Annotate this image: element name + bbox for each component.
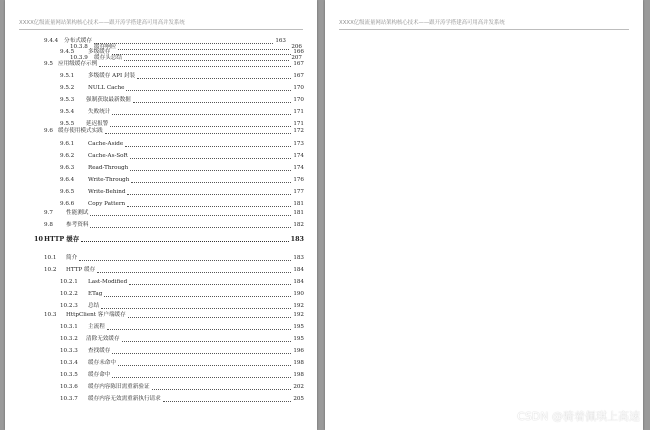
toc-entry[interactable] — [60, 303, 304, 310]
page-header: XXXX亿级流量网站架构核心技术——跟开涛学搭建高可用高并发系统 — [19, 18, 303, 30]
toc-entry-title: 缓存未命中 — [88, 360, 116, 366]
toc-entry-title: 缓存内容陈旧需重新验证 — [88, 384, 150, 390]
toc-entry-page: 192 — [293, 303, 304, 309]
toc-dot-leader — [137, 78, 291, 79]
toc-dot-leader — [101, 308, 291, 309]
toc-entry-page: 167 — [293, 61, 304, 67]
toc-entry-title: Read-Through — [88, 165, 129, 171]
toc-entry-page: 177 — [293, 189, 304, 195]
toc-entry-number: 10.3.6 — [60, 384, 78, 390]
toc-entry-page: 206 — [291, 44, 302, 50]
toc-entry-title: 总结 — [88, 303, 100, 309]
toc-entry-title: 失败统计 — [88, 109, 111, 115]
toc-entry-number: 9.6.6 — [60, 201, 75, 207]
toc-entry-number: 9.5.5 — [60, 121, 75, 127]
toc-entry[interactable] — [60, 97, 304, 104]
toc-entry[interactable] — [60, 372, 304, 379]
toc-entry[interactable] — [60, 73, 304, 80]
toc-entry-page: 202 — [293, 384, 304, 390]
toc-entry-page: 190 — [293, 291, 304, 297]
toc-entry-title: 应用级缓存示例 — [58, 61, 98, 67]
toc-entry-page: 172 — [293, 128, 304, 134]
toc-entry-number: 9.6.4 — [60, 177, 75, 183]
toc-entry[interactable] — [60, 396, 304, 403]
toc-entry-page: 184 — [293, 267, 304, 273]
toc-entry-title: 分布式缓存 — [64, 38, 92, 44]
toc-dot-leader — [127, 194, 291, 195]
toc-entry-title: ETag — [88, 291, 103, 297]
toc-entry[interactable] — [60, 348, 304, 355]
toc-entry-title: Last-Modified — [88, 279, 128, 285]
toc-entry[interactable] — [60, 279, 304, 286]
toc-entry-title: HTTP 缓存 — [66, 267, 96, 273]
page-header: XXXX亿级流量网站架构核心技术——跟开涛学搭建高可用高并发系统 — [339, 18, 629, 30]
toc-entry-page: 173 — [293, 141, 304, 147]
toc-entry[interactable] — [44, 312, 304, 319]
toc-entry-page: 195 — [293, 324, 304, 330]
toc-entry[interactable] — [60, 336, 304, 343]
toc-entry-title: 参考资料 — [66, 222, 89, 228]
toc-entry-page: 181 — [293, 210, 304, 216]
toc-entry[interactable] — [60, 360, 304, 367]
toc-entry-title: 简介 — [66, 255, 78, 261]
toc-entry[interactable] — [34, 236, 304, 243]
toc-entry[interactable] — [60, 177, 304, 184]
toc-dot-leader — [112, 114, 291, 115]
toc-entry-page: 167 — [293, 73, 304, 79]
toc-dot-leader — [128, 317, 292, 318]
toc-dot-leader — [112, 377, 291, 378]
toc-entry-title: 缓存命中 — [88, 372, 111, 378]
toc-entry-title: 缓存内容无效需重新执行请求 — [88, 396, 161, 402]
toc-dot-leader — [105, 133, 292, 134]
toc-entry-page: 171 — [293, 109, 304, 115]
toc-entry-page: 170 — [293, 97, 304, 103]
toc-entry-page: 196 — [293, 348, 304, 354]
toc-entry-page: 183 — [290, 235, 304, 243]
toc-entry-number: 10.2.3 — [60, 303, 78, 309]
toc-dot-leader — [110, 126, 291, 127]
toc-entry-number: 10.1 — [44, 255, 57, 261]
toc-entry[interactable] — [60, 165, 304, 172]
document-page-left — [5, 0, 317, 430]
toc-dot-leader — [152, 389, 292, 390]
toc-dot-leader — [79, 260, 291, 261]
toc-dot-leader — [99, 66, 291, 67]
toc-entry-page: 171 — [293, 121, 304, 127]
toc-entry-number: 9.8 — [44, 222, 53, 228]
toc-entry-number: 9.5.3 — [60, 97, 75, 103]
toc-entry[interactable] — [60, 109, 304, 116]
toc-entry-number: 10 — [34, 235, 43, 243]
toc-entry-number: 9.5.1 — [60, 73, 75, 79]
toc-entry-number: 10.3 — [44, 312, 57, 318]
toc-dot-leader — [130, 170, 291, 171]
toc-entry-number: 9.6.2 — [60, 153, 75, 159]
toc-entry-number: 9.5 — [44, 61, 53, 67]
toc-entry-title: Cache-Aside — [88, 141, 124, 147]
toc-dot-leader — [127, 206, 291, 207]
toc-entry-number: 10.3.4 — [60, 360, 78, 366]
toc-entry-page: 207 — [291, 55, 302, 61]
toc-entry-title: 多级缓存 — [88, 49, 111, 55]
toc-entry-title: 查找缓存 — [88, 348, 111, 354]
toc-entry-number: 10.3.1 — [60, 324, 78, 330]
watermark: CSDN @骑着佩琪上高速 — [517, 410, 640, 423]
toc-entry-number: 9.4.4 — [44, 38, 59, 44]
toc-entry-number: 10.3.3 — [60, 348, 78, 354]
toc-entry-title: Write-Behind — [88, 189, 126, 195]
toc-entry-title: HttpClient 客户端缓存 — [66, 312, 126, 318]
toc-entry-title: 延迟报警 — [86, 121, 109, 127]
toc-dot-leader — [112, 353, 291, 354]
toc-entry[interactable] — [60, 141, 304, 148]
toc-entry-page: 198 — [293, 360, 304, 366]
toc-entry-page: 174 — [293, 153, 304, 159]
toc-entry-page: 198 — [293, 372, 304, 378]
toc-dot-leader — [131, 182, 291, 183]
toc-entry-page: 183 — [293, 255, 304, 261]
toc-entry-number: 10.3.7 — [60, 396, 78, 402]
toc-entry-title: 强制获取最新数据 — [86, 97, 131, 103]
toc-entry-page: 166 — [293, 49, 304, 55]
toc-entry-number: 9.5.2 — [60, 85, 75, 91]
toc-entry-page: 195 — [293, 336, 304, 342]
toc-entry-number: 9.6.3 — [60, 165, 75, 171]
toc-entry-title: 缓存使用模式实践 — [58, 128, 103, 134]
toc-entry-number: 10.3.5 — [60, 372, 78, 378]
toc-entry-page: 192 — [293, 312, 304, 318]
toc-entry[interactable] — [44, 128, 304, 135]
toc-dot-leader — [122, 341, 292, 342]
toc-entry-page: 205 — [293, 396, 304, 402]
toc-entry-number: 9.4.5 — [60, 49, 75, 55]
toc-entry-title: 缓存响应 — [94, 44, 117, 50]
toc-entry-title: 主流程 — [88, 324, 105, 330]
toc-entry-number: 10.3.8 — [70, 44, 88, 50]
toc-entry-page: 182 — [293, 222, 304, 228]
toc-dot-leader — [97, 272, 291, 273]
toc-entry-title: 性能测试 — [66, 210, 89, 216]
toc-entry[interactable] — [60, 189, 304, 196]
toc-entry-page: 174 — [293, 165, 304, 171]
toc-entry-number: 9.6 — [44, 128, 53, 134]
toc-dot-leader — [81, 241, 289, 242]
toc-entry[interactable] — [44, 255, 304, 262]
toc-entry-number: 10.2 — [44, 267, 57, 273]
toc-entry-page: 170 — [293, 85, 304, 91]
toc-entry-number: 9.6.1 — [60, 141, 75, 147]
toc-dot-leader — [163, 401, 292, 402]
toc-entry[interactable] — [60, 291, 304, 298]
toc-entry[interactable] — [60, 201, 304, 208]
toc-entry-page: 184 — [293, 279, 304, 285]
toc-entry[interactable] — [44, 222, 304, 229]
toc-dot-leader — [104, 296, 291, 297]
toc-entry-number: 9.7 — [44, 210, 53, 216]
toc-dot-leader — [90, 215, 291, 216]
toc-entry-number: 10.2.2 — [60, 291, 78, 297]
toc-entry[interactable] — [60, 324, 304, 331]
toc-entry-number: 9.5.4 — [60, 109, 75, 115]
toc-dot-leader — [107, 329, 292, 330]
toc-entry[interactable] — [44, 210, 304, 217]
toc-dot-leader — [124, 60, 289, 61]
toc-entry-number: 9.6.5 — [60, 189, 75, 195]
toc-dot-leader — [118, 365, 291, 366]
toc-entry[interactable] — [44, 267, 304, 274]
toc-dot-leader — [133, 102, 292, 103]
toc-entry-page: 163 — [275, 38, 286, 44]
toc-dot-leader — [126, 90, 291, 91]
toc-entry-title: NULL Cache — [88, 85, 125, 91]
toc-entry[interactable] — [60, 85, 304, 92]
toc-entry[interactable] — [70, 55, 302, 62]
toc-entry-page: 181 — [293, 201, 304, 207]
toc-dot-leader — [129, 284, 291, 285]
toc-entry-number: 10.3.2 — [60, 336, 78, 342]
toc-entry-title: HTTP 缓存 — [44, 235, 80, 243]
toc-dot-leader — [118, 49, 289, 50]
toc-entry-number: 10.3.9 — [70, 55, 88, 61]
toc-entry[interactable] — [60, 121, 304, 128]
toc-entry-title: 清除无效缓存 — [86, 336, 120, 342]
toc-entry-page: 176 — [293, 177, 304, 183]
toc-entry-title: Write-Through — [88, 177, 130, 183]
toc-entry-title: Copy Pattern — [88, 201, 126, 207]
toc-entry-number: 10.2.1 — [60, 279, 78, 285]
toc-entry[interactable] — [70, 44, 302, 51]
toc-entry-title: 多级缓存 API 封装 — [88, 73, 136, 79]
toc-entry-title: Cache-As-SoR — [88, 153, 128, 159]
toc-entry[interactable] — [60, 384, 304, 391]
toc-dot-leader — [90, 227, 291, 228]
toc-dot-leader — [125, 146, 291, 147]
toc-entry[interactable] — [44, 61, 304, 68]
toc-entry-title: 缓存头总结 — [94, 55, 122, 61]
toc-entry[interactable] — [60, 153, 304, 160]
toc-dot-leader — [130, 158, 292, 159]
